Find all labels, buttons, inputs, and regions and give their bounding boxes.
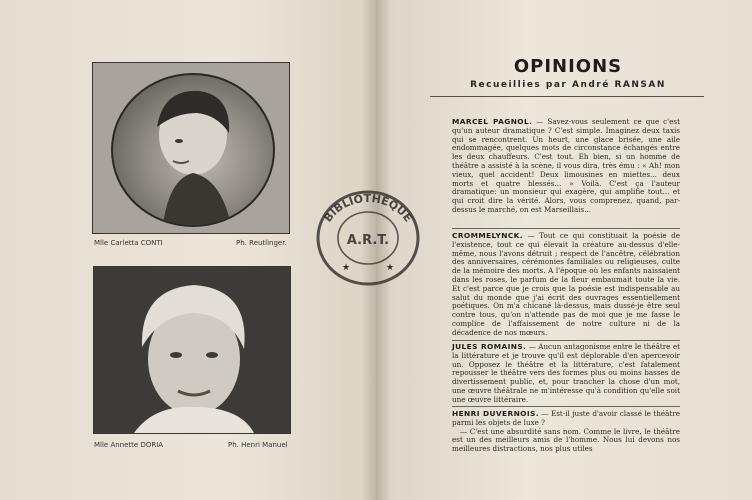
opinion-duvernois	[452, 410, 680, 454]
stamp-seal	[310, 184, 426, 288]
svg-text:★: ★	[342, 263, 351, 273]
opinion-text: — Tout ce qui constituait la poésie de l'existence, tout ce qui élevait la créature au-dessus d'elle-même, nous l'avons détruit ; respect de l'ancêtre, célébration des anniversaires, cérémonies familiales ou religieuses, culte de la mémoire des morts. A l'époque où les enfants naissaient dans les roses, le parfum de la fleur embaumait toute la vie. Et c'est parce que je crois que la poésie est indispensable au salut du monde que j'ai écrit des ouvrages essentiellement poétiques. On m'a chicané là-dessus, mais dussé-je être seul contre tous, qu'on n'attende pas de moi que je me fasse le complice de l'affaissement de notre culture ni de la décadence de nos mœurs.	[452, 231, 680, 337]
opinion-romains	[452, 343, 680, 405]
section-divider	[452, 228, 680, 229]
section-divider	[452, 340, 680, 341]
svg-text:★: ★	[386, 263, 395, 273]
opinion-author: HENRI DUVERNOIS.	[452, 409, 539, 418]
opinion-crommelynck	[452, 232, 680, 338]
opinion-text: — Savez-vous seulement ce que c'est qu'un auteur dramatique ? C'est simple. Imaginez deux taxis qui se rencontrent. Un heurt, une glace brisée, une aile endommagée, quelques mots de circonstance échangés entre les deux chauffeurs. C'est tout. Eh bien, si un homme de théâtre a assisté à la scène, il vous dira, très ému : « Ah! mon vieux, quel accident! Deux limousines en miettes... deux morts et quatre blessés... » Voilà. C'est ça l'auteur dramatique: un monsieur qui exagère, qui amplifie tout... et qui croit dire la vérité. Alors, vous comprenez, quand, par-dessus le marché, on est Marseillais...	[452, 117, 680, 214]
photo1-caption-name: Mlle Carletta CONTI	[94, 239, 163, 247]
opinion-text: — Est-il juste d'avoir classé le théâtre parmi les objets de luxe ?	[452, 409, 680, 427]
opinion-author: JULES ROMAINS.	[452, 342, 527, 351]
opinion-pagnol	[452, 118, 680, 215]
section-divider	[452, 406, 680, 407]
photo1-caption-credit: Ph. Reutlinger.	[236, 239, 287, 247]
library-stamp	[310, 184, 426, 288]
opinion-text: — Aucun antagonisme entre le théâtre et la littérature et je trouve qu'il est déplorable d'en apercevoir un. Opposez le théâtre et la littérature, c'est fatalement repousser le théâtre vers des formes plus ou moins basses de divertissement public, et, pour trancher la chose d'un mot, une œuvre théâtrale ne m'intéresse qu'à condition qu'elle soit une œuvre littéraire.	[452, 342, 680, 404]
photo2-caption-credit: Ph. Henri Manuel	[228, 441, 288, 449]
portrait-silhouette	[113, 75, 273, 225]
title-rule	[430, 96, 704, 97]
stamp-ring-text: BIBLIOTHÈQUE	[321, 191, 415, 225]
opinion-author: MARCEL PAGNOL.	[452, 117, 533, 126]
portrait-silhouette-2	[94, 267, 290, 433]
photo-carletta-conti	[92, 62, 290, 234]
portrait-vignette	[111, 73, 275, 227]
photo2-caption-name: Mlle Annette DORIA	[94, 441, 164, 449]
svg-text:BIBLIOTHÈQUE	[321, 192, 414, 224]
opinion-author: CROMMELYNCK.	[452, 231, 524, 240]
page-subtitle: Recueillies par André RANSAN	[470, 80, 666, 90]
page-title: OPINIONS	[513, 56, 623, 77]
photo-annette-doria	[93, 266, 291, 434]
opinion-text: — C'est une absurdité sans nom. Comme le livre, le théâtre est un des meilleurs amis de l'homme. Nous lui devons nos meilleures distractions, nos plus utiles	[452, 426, 680, 454]
stamp-center-text: A.R.T.	[346, 233, 390, 248]
